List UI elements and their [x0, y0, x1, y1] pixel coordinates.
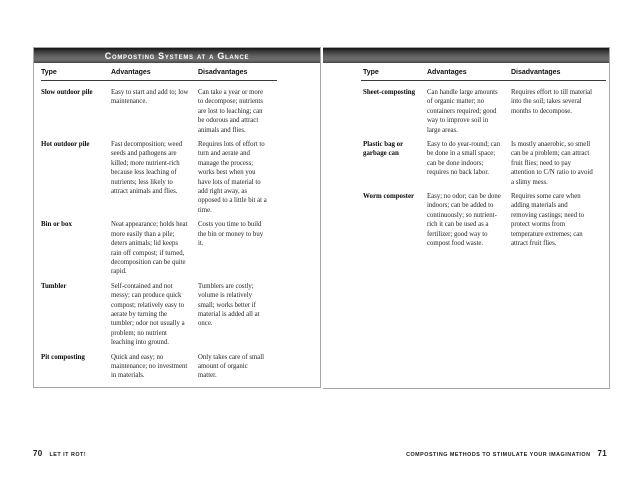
cell-advantages: Easy to start and add to; low maintenance. [111, 89, 189, 106]
cell-disadvantages: Requires lots of effort to turn and aerate and manage the process; works best when you have lots of material to add right away, as opposed to a little bit at a time. [198, 141, 267, 214]
column-header-type: Type [363, 69, 379, 76]
cell-disadvantages: Requires some care when adding materials and removing castings; need to protect worms from temperature extremes; can attract fruit flies. [511, 193, 585, 248]
left-page-table-panel [33, 47, 321, 388]
column-header-type: Type [41, 69, 57, 76]
table-title-bar-continuation [323, 48, 609, 63]
table-row [34, 140, 320, 215]
chapter-title: COMPOSTING METHODS TO STIMULATE YOUR IMAGINATION [406, 452, 591, 458]
cell-type: Worm composter [363, 193, 415, 201]
left-table-rows [34, 88, 320, 381]
cell-type: Slow outdoor pile [41, 89, 93, 96]
cell-type: Pit composting [41, 353, 85, 361]
cell-type: Sheet-composting [363, 89, 416, 96]
table-row [323, 88, 609, 135]
table-title-bar [34, 48, 320, 63]
cell-advantages: Easy; no odor; can be done indoors; can be added to continuously; so nutrient-rich it can be used as a fertilizer; good way to compost food waste. [427, 193, 501, 248]
table-row [34, 220, 320, 276]
cell-type: Tumbler [41, 282, 67, 290]
cell-type: Bin or box [41, 221, 72, 229]
right-page-table-panel [323, 47, 610, 389]
column-header-disadvantages: Disadvantages [511, 69, 561, 76]
header-rule [361, 80, 606, 81]
left-page-footer [33, 449, 86, 458]
table-row [34, 282, 320, 348]
table-row [323, 192, 609, 248]
header-rule [41, 80, 277, 81]
page-number: 71 [597, 449, 607, 458]
left-table-column-headers [34, 69, 320, 77]
cell-advantages: Easy to do year-round; can be done in a small space; can be done indoors; requires no back labor. [427, 141, 501, 177]
column-header-advantages: Advantages [427, 69, 467, 76]
right-table-rows [323, 88, 609, 249]
cell-disadvantages: Requires effort to till material into the soil; takes several months to decompose. [511, 89, 593, 115]
cell-advantages: Fast decomposition; weed seeds and pathogens are killed; more nutrient-rich because less leaching of nutrients; less likely to attract animals and flies. [111, 141, 182, 196]
cell-advantages: Quick and easy; no maintenance; no investment in materials. [111, 353, 188, 380]
book-title: LET IT ROT! [49, 452, 87, 458]
cell-type: Hot outdoor pile [41, 141, 90, 149]
table-title: Composting Systems at a Glance [104, 50, 250, 61]
cell-advantages: Can handle large amounts of organic matter; no containers required; good way to improve soil in large areas. [427, 89, 498, 134]
right-page-footer [406, 449, 607, 458]
column-header-disadvantages: Disadvantages [198, 69, 248, 76]
cell-disadvantages: Can take a year or more to decompose; nutrients are lost to leaching; can be odorous and attract animals and flies. [198, 89, 264, 134]
page-number: 70 [33, 449, 43, 458]
right-table-column-headers [323, 69, 609, 77]
table-row [323, 140, 609, 187]
cell-advantages: Neat appearance; holds heat more easily than a pile; deters animals; lid keeps rain off compost; if turned, decomposition can be quite rapid. [111, 221, 188, 276]
cell-type: Plastic bag or garbage can [363, 141, 404, 158]
cell-disadvantages: Tumblers are costly; volume is relatively small; works better if material is added all at once. [198, 282, 260, 328]
cell-disadvantages: Is mostly anaerobic, so smell can be a problem; can attract fruit flies; need to pay attention to C/N ratio to avoid a slimy mess. [511, 141, 593, 186]
cell-disadvantages: Only takes care of small amount of organic matter. [198, 353, 265, 380]
cell-disadvantages: Costs you time to build the bin or money to buy it. [198, 221, 264, 248]
table-row [34, 353, 320, 381]
column-header-advantages: Advantages [111, 69, 151, 76]
cell-advantages: Self-contained and not messy; can produce quick compost; relatively easy to aerate by turning the tumbler; odor not usually a problem; no nutrient leaching into ground. [111, 282, 185, 347]
table-row [34, 88, 320, 135]
